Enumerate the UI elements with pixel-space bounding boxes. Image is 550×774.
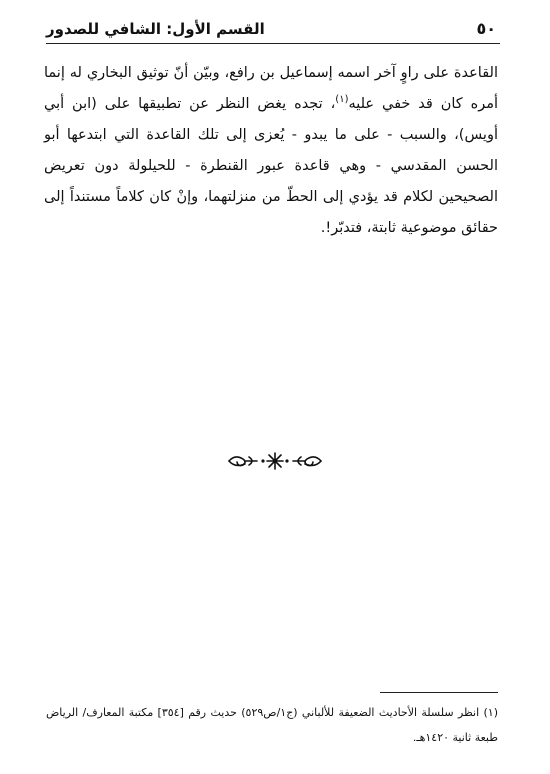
page-number: ٥٠	[476, 19, 496, 38]
header-rule	[46, 43, 500, 44]
footnote-text: (١) انظر سلسلة الأحاديث الضعيفة للألباني (ج١/ص٥٢٩) حديث رقم [٣٥٤] مكتبة المعارف/ الرياض طبعة ثانية ١٤٢٠هـ.	[46, 706, 499, 744]
body-paragraph	[44, 58, 498, 244]
running-title: القسم الأول: الشافي للصدور	[46, 20, 265, 38]
footnote-rule	[380, 692, 498, 693]
footnote-marker[interactable]: (١)	[335, 94, 349, 106]
decorative-divider-icon	[225, 450, 325, 472]
body-text-after-note: ، تجده يغض النظر عن تطبيقها على (ابن أبي أويس)، والسبب - على ما يبدو - يُعزى إلى تلك القاعدة التي ابتدعها أبو الحسن المقدسي - وهي قاعدة عبور القنطرة - للحيلولة دون تعريض الصحيحين لكلام قد يؤدي إلى الحطّ من منزلتهما، وإنْ كان كلاماً مستنداً إلى حقائق موضوعية ثابتة، فتدبّر!.	[44, 96, 498, 236]
page-header	[46, 18, 496, 44]
body-text-before-note: القاعدة على راوٍ آخر اسمه إسماعيل بن رافع، وبيّن أنّ توثيق البخاري له إنما أمره كان قد خفي عليه	[44, 65, 498, 112]
